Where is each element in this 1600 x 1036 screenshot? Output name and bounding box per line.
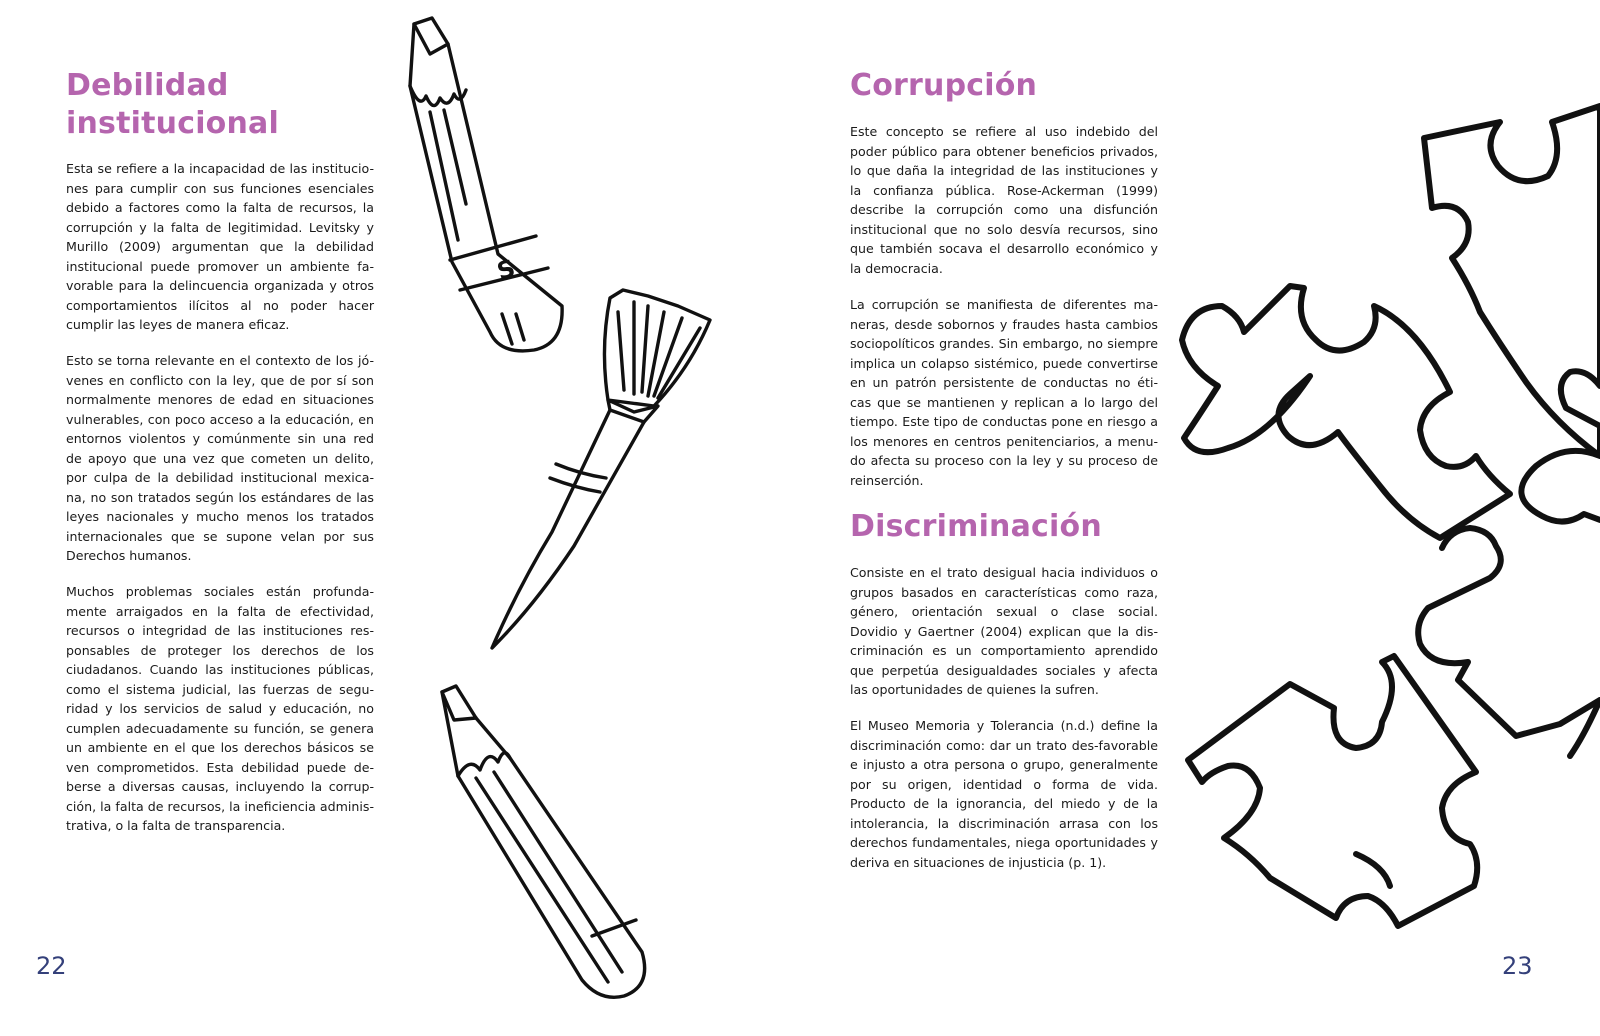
heading-debilidad-institucional: Debilidad institucional <box>66 68 279 141</box>
paragraph: Esto se torna relevante en el contexto de los jó-venes en conflicto con la ley, que de por sí son normalmente menores de edad en situaciones vulnerables, con poco acceso a la educación, en entornos violentos y comúnmente sin una red de apoyo que una vez que cometen un delito, por culpa de la debilidad institucional mexica-na, no son tratados según los estándares de las leyes nacionales y mucho menos los tratados internacionales que se supone velan por sus Derechos humanos. <box>66 353 374 563</box>
paragraph: Esta se refiere a la incapacidad de las institucio-nes para cumplir con sus funciones esenciales debido a factores como la falta de recursos, la corrupción y la falta de legitimidad. Levitsky y Murillo (2009) argumentan que la debilidad institucional puede promover un ambiente fa-vorable para la delincuencia organizada y otros comportamientos ilícitos al no poder hacer cumplir las leyes de manera eficaz. <box>66 161 374 332</box>
paragraph: Este concepto se refiere al uso indebido del poder público para obtener beneficios privados, lo que daña la integridad de las instituciones y la confianza pública. Rose-Ackerman (1999) describe la corrupción como una disfunción institucional que no solo desvía recursos, sino que también socava el desarrollo económico y la democracia. <box>850 124 1158 276</box>
heading-corrupcion: Corrupción <box>850 68 1038 103</box>
puzzle-piece-icon <box>1170 96 1600 936</box>
paragraph: Muchos problemas sociales están profunda-mente arraigados en la falta de efectividad, recursos o integridad de las instituciones res-ponsables de proteger los derechos de los ciudadanos. Cuando las instituciones públicas, como el sistema judicial, las fuerzas de segu-ridad y los servicios de salud y educación, no cumplen adecuadamente su función, se genera un ambiente en el que los derechos básicos se ven comprometidos. Esta debilidad puede de-berse a diversas causas, incluyendo la corrup-ción, la falta de recursos, la ineficiencia adminis-trativa, o la falta de transparencia. <box>66 584 374 833</box>
page-number: 23 <box>1502 952 1533 980</box>
paragraph: La corrupción se manifiesta de diferentes ma-neras, desde sobornos y fraudes hasta cambios sociopolíticos grandes. Sin embargo, no siempre implica un colapso sistémico, puede convertirse en un patrón persistente de conductas no éti-cas que se mantienen y replican a lo largo del tiempo. Este tipo de conductas pone en riesgo a los menores en centros penitenciarios, a menu-do afecta su proceso con la ley y su proceso de reinserción. <box>850 297 1158 488</box>
paragraph: El Museo Memoria y Tolerancia (n.d.) define la discriminación como: dar un trato des-favorable e injusto a otra persona o grupo, generalmente por su origen, identidad o forma de vida. Producto de la ignorancia, del miedo y de la intolerancia, la discriminación arrasa con los derechos fundamentales, niega oportunidades y deriva en situaciones de injusticia (p. 1). <box>850 718 1158 870</box>
pencil-icon <box>432 682 654 1002</box>
heading-discriminacion: Discriminación <box>850 509 1102 544</box>
paintbrush-icon <box>478 288 723 658</box>
paragraph: Consiste en el trato desigual hacia individuos o grupos basados en características como raza, género, orientación sexual o clase social. Dovidio y Gaertner (2004) explican que la dis-criminación es un comportamiento aprendido que perpetúa desigualdades sociales y afecta las oportunidades de quienes la sufren. <box>850 565 1158 697</box>
page-number: 22 <box>36 952 67 980</box>
pencil-label: S <box>493 254 519 286</box>
